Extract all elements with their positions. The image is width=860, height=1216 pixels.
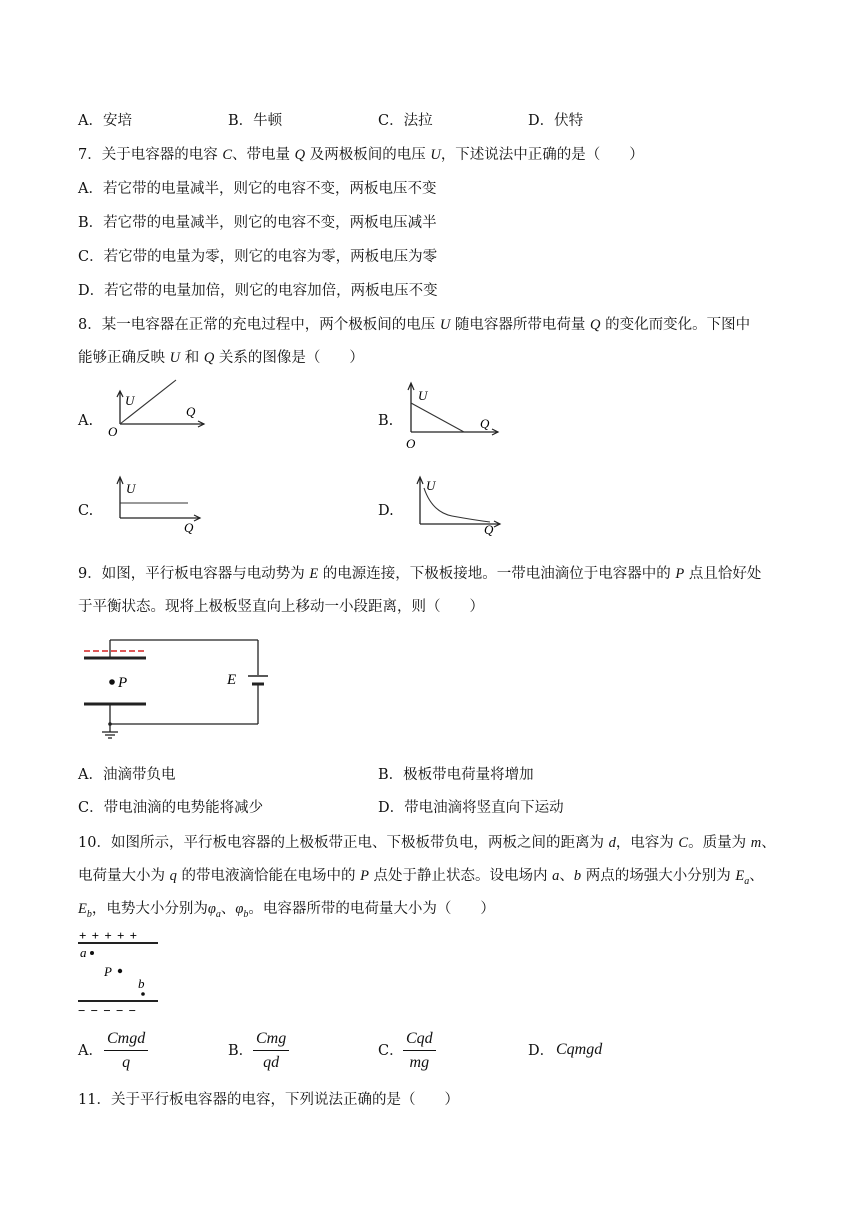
q8-text: 关系的图像是（ ） [214, 350, 364, 366]
denominator: q [122, 1054, 131, 1071]
var-p: P [360, 868, 369, 884]
axis-label-q: Q [480, 416, 490, 431]
q9-option-b: B．极板带电荷量将增加 [378, 767, 534, 783]
q9-stem-line2: 于平衡状态。现将上极板竖直向上移动一小段距离，则（ ） [78, 599, 484, 615]
q7-stem [78, 145, 644, 165]
q8-stem-line2 [78, 348, 364, 368]
label-a: a [80, 945, 87, 960]
var-u: U [430, 147, 441, 163]
q9-option-a: A．油滴带负电 [78, 767, 176, 783]
q10-stem-line1 [78, 833, 776, 853]
var-phi: φ [207, 901, 216, 917]
q7-option-b: B．若它带的电量减半，则它的电容不变，两板电压减半 [78, 215, 437, 231]
q8-text: 随电容器所带电荷量 [450, 317, 591, 333]
q10-option-a-fraction [104, 1030, 148, 1072]
q10-text: 、 [749, 868, 764, 884]
q8-text: 8．某一电容器在正常的充电过程中，两个极板间的电压 [78, 317, 440, 333]
q8-stem-line1 [78, 315, 750, 335]
var-c: C [222, 147, 233, 163]
q8-graph-d [404, 478, 508, 542]
q9-text: 点且恰好处 [684, 566, 762, 582]
q10-option-c-fraction [403, 1030, 436, 1072]
q10-text: 、 [220, 901, 236, 917]
var-p: P [675, 566, 685, 582]
axis-label-q: Q [484, 522, 494, 537]
var-q: q [169, 868, 177, 884]
subscript-a: a [215, 908, 221, 920]
minus-charges: − − − − − [78, 1003, 138, 1018]
q10-text: ，电容为 [615, 835, 679, 851]
q8-option-c-label: C. [78, 503, 94, 519]
numerator: Cqd [403, 1030, 436, 1051]
q10-stem-line2 [78, 866, 764, 892]
q10-text: 。电容器所带的电荷量大小为（ ） [248, 901, 495, 917]
var-d: d [608, 835, 616, 851]
q9-text: 9．如图，平行板电容器与电动势为 [78, 566, 310, 582]
axis-label-u: U [418, 388, 428, 403]
q10-text: 、 [559, 868, 574, 884]
var-u: U [439, 317, 451, 333]
q10-option-d-value: Cqmgd [556, 1041, 603, 1058]
q7-option-c: C．若它带的电量为零，则它的电容为零，两板电压为零 [78, 249, 438, 265]
q7-option-d: D．若它带的电量加倍，则它的电容加倍，两板电压不变 [78, 283, 438, 299]
denominator: mg [409, 1054, 430, 1071]
q8-text: 能够正确反映 [78, 350, 170, 366]
subscript-a: a [744, 875, 750, 887]
q10-text: 点处于静止状态。设电场内 [368, 868, 553, 884]
q10-stem-line3 [78, 899, 495, 925]
q9-circuit-diagram [80, 636, 280, 748]
oil-drop-point [109, 679, 115, 685]
q9-option-c: C．带电油滴的电势能将减少 [78, 800, 264, 816]
point-p [118, 969, 122, 973]
q10-option-b-label: B． [228, 1043, 254, 1059]
q10-text: 电荷量大小为 [78, 868, 170, 884]
label-b: b [138, 976, 145, 991]
numerator: Cmgd [104, 1030, 148, 1051]
q7-stem-text: 7．关于电容器的电容 [78, 147, 223, 163]
q7-stem-text: ，下述说法中正确的是（ ） [440, 147, 644, 163]
q10-text: 。质量为 [688, 835, 751, 851]
var-q: Q [203, 350, 215, 366]
label-p: P [104, 964, 112, 979]
denominator: qd [263, 1054, 280, 1071]
q6-option-b: B．牛顿 [228, 113, 283, 129]
var-e: E [78, 901, 87, 917]
var-e: E [735, 868, 745, 884]
axis-label-u: U [125, 393, 135, 408]
axis-label-q: Q [186, 404, 196, 419]
q8-option-b-label: B. [378, 413, 394, 429]
numerator: Cmg [253, 1030, 289, 1051]
point-a [90, 951, 94, 955]
point-b [141, 992, 145, 996]
q9-stem-line1 [78, 564, 761, 584]
axis-label-u: U [126, 481, 136, 496]
q8-text: 的变化而变化。下图中 [600, 317, 751, 333]
var-b: b [573, 868, 582, 884]
q10-text: 、 [761, 835, 776, 851]
q8-graph-b [404, 388, 508, 458]
q6-option-d: D．伏特 [528, 113, 584, 129]
var-phi: φ [235, 901, 244, 917]
q8-option-d-label: D. [378, 503, 394, 519]
q10-text: 两点的场强大小分别为 [581, 868, 736, 884]
subscript-b: b [86, 908, 92, 920]
q10-text: ，电势大小分别为 [91, 901, 208, 917]
var-a: a [552, 868, 560, 884]
origin-label: O [406, 436, 416, 451]
q10-text: 10．如图所示，平行板电容器的上极板带正电、下极板带负电，两板之间的距离为 [78, 835, 609, 851]
q10-capacitor-diagram [78, 926, 168, 1018]
q6-option-a: A．安培 [78, 113, 132, 129]
var-u: U [169, 350, 181, 366]
q8-graph-a [104, 388, 208, 458]
q10-option-d-label: D． [528, 1043, 555, 1059]
q7-stem-text: 及两极板间的电压 [305, 147, 431, 163]
q11-stem: 11．关于平行板电容器的电容，下列说法正确的是（ ） [78, 1092, 459, 1108]
axis-label-u: U [426, 478, 436, 493]
var-c: C [678, 835, 689, 851]
q10-option-b-fraction [253, 1030, 289, 1072]
q7-option-a: A．若它带的电量减半，则它的电容不变，两板电压不变 [78, 181, 437, 197]
plus-charges: + + + + + [79, 928, 139, 943]
q9-option-d: D．带电油滴将竖直向下运动 [378, 800, 564, 816]
var-e: E [309, 566, 319, 582]
q8-graph-c [104, 480, 208, 540]
q8-option-a-label: A. [78, 413, 94, 429]
q7-stem-text: 、带电量 [232, 147, 295, 163]
q6-option-c: C．法拉 [378, 113, 433, 129]
q10-text: 的带电液滴恰能在电场中的 [176, 868, 361, 884]
label-e: E [227, 672, 237, 688]
q10-option-c-label: C． [378, 1043, 404, 1059]
subscript-b: b [243, 908, 249, 920]
var-m: m [750, 835, 762, 851]
origin-label: O [108, 424, 118, 439]
label-p: P [118, 675, 128, 691]
q8-text: 和 [180, 350, 204, 366]
var-q: Q [590, 317, 601, 333]
var-q: Q [294, 147, 306, 163]
q10-option-a-label: A． [78, 1043, 103, 1059]
axis-label-q: Q [184, 520, 194, 535]
q9-text: 的电源连接，下极板接地。一带电油滴位于电容器中的 [318, 566, 676, 582]
